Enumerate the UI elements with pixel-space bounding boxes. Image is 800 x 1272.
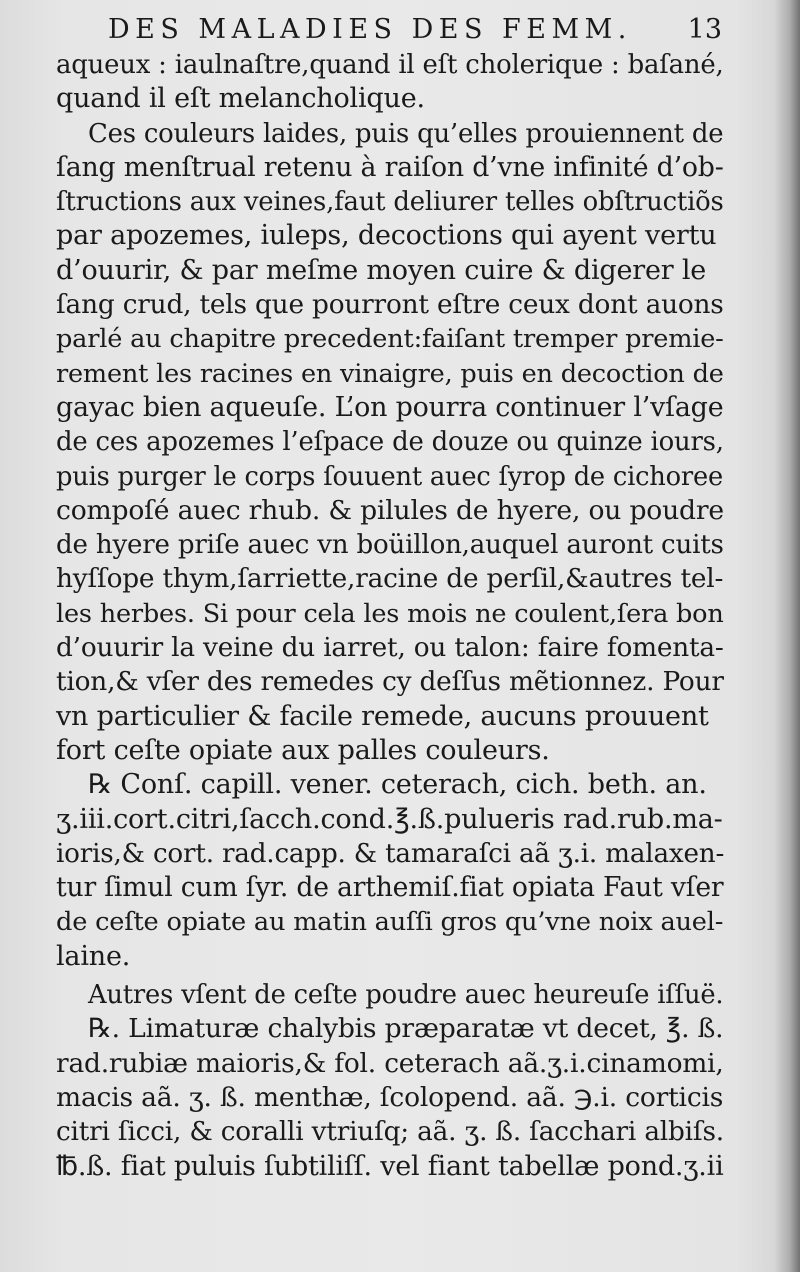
- text-line: ℞ Conſ. capill. vener. ceterach, cich. beth. an.: [88, 769, 707, 801]
- text-line: ʒ.iii.cort.citri,ſacch.cond.℥.ß.pulueris rad.rub.ma-: [56, 803, 723, 835]
- text-line: laine.: [56, 940, 131, 972]
- text-line: quand il eſt melancholique.: [56, 83, 425, 115]
- text-line: rad.rubiæ maioris,& fol. ceterach aã.ʒ.i.cinamomi,: [56, 1047, 724, 1079]
- text-line: gayac bien aqueuſe. L’on pourra continuer l’vſage: [56, 391, 724, 423]
- text-line: citri ſicci, & coralli vtriuſq; aã. ʒ. ß. ſacchari albiſs.: [56, 1117, 724, 1148]
- text-line: ioris,& cort. rad.capp. & tamaraſci aã ʒ.i. malaxen-: [56, 838, 725, 869]
- text-line: les herbes. Si pour cela les mois ne coulent,ſera bon: [56, 598, 724, 629]
- text-line: Ces couleurs laides, puis qu’elles prouiennent de: [88, 118, 724, 149]
- text-line: hyſſope thym,ſarriette,racine de perſil,&autres tel-: [56, 564, 724, 595]
- text-line: tion,& vſer des remedes cy deſſus mẽtionnez. Pour: [56, 667, 724, 698]
- running-title: DES MALADIES DES FEMM.: [108, 14, 632, 45]
- text-line: fort ceſte opiate aux palles couleurs.: [56, 734, 550, 766]
- text-line: parlé au chapitre precedent:faiſant tremper premie-: [56, 324, 724, 355]
- page-number: 13: [687, 14, 722, 45]
- text-line: ℔.ß. fiat puluis ſubtiliſſ. vel fiant tabellæ pond.ʒ.ii: [56, 1150, 724, 1182]
- text-line: aqueux : iaulnaſtre,quand il eſt cholerique : baſané,: [56, 50, 724, 80]
- text-line: vn particulier & facile remede, aucuns prouuent: [56, 700, 709, 732]
- text-line: ℞. Limaturæ chalybis præparatæ vt decet, ℥. ß.: [88, 1013, 724, 1045]
- text-line: d’ouurir la veine du iarret, ou talon: faire fomenta-: [56, 633, 724, 664]
- text-line: d’ouurir, & par meſme moyen cuire & digerer le: [56, 254, 707, 286]
- body-text: [56, 48, 724, 1184]
- running-head: [108, 10, 722, 50]
- text-line: puis purger le corps ſouuent auec ſyrop de cichoree: [56, 461, 723, 492]
- text-line: macis aã. ʒ. ß. menthæ, ſcolopend. aã. ℈.i. corticis: [56, 1081, 724, 1113]
- text-line: ſang crud, tels que pourront eſtre ceux dont auons: [56, 290, 724, 321]
- text-line: Autres vſent de ceſte poudre auec heureuſe iſſuë.: [88, 980, 724, 1011]
- text-line: tur ſimul cum ſyr. de arthemiſ.fiat opiata Faut vſer: [56, 872, 724, 904]
- text-line: ſtructions aux veines,faut deliurer telles obſtructiõs: [56, 187, 724, 218]
- text-line: par apozemes, iuleps, decoctions qui ayent vertu: [56, 220, 717, 252]
- text-line: compoſé auec rhub. & pilules de hyere, ou poudre: [56, 494, 724, 526]
- text-line: de ceſte opiate au matin auſſi gros qu’vne noix auel-: [56, 907, 724, 938]
- text-line: de ces apozemes l’eſpace de douze ou quinze iours,: [56, 427, 724, 458]
- text-line: de hyere priſe auec vn boüillon,auquel auront cuits: [56, 530, 724, 561]
- text-line: rement les racines en vinaigre, puis en decoction de: [56, 358, 724, 389]
- text-line: ſang menſtrual retenu à raiſon d’vne infinité d’ob-: [56, 151, 724, 183]
